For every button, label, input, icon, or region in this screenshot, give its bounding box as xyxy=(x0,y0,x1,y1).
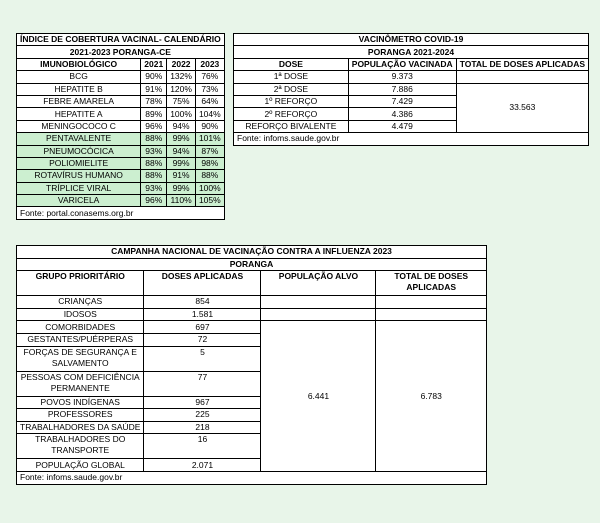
dose-value: 9.373 xyxy=(348,71,456,83)
header-dose: DOSE xyxy=(234,58,349,70)
cobertura-value: 88% xyxy=(141,157,167,169)
grupo-name: CRIANÇAS xyxy=(17,296,144,309)
header-2022: 2022 xyxy=(167,58,196,70)
cobertura-value: 78% xyxy=(141,95,167,107)
table2-title-2: PORANGA 2021-2024 xyxy=(234,46,589,58)
table1-row xyxy=(17,170,225,182)
cobertura-value: 93% xyxy=(141,145,167,157)
cobertura-value: 88% xyxy=(141,133,167,145)
covid-total-doses: 33.563 xyxy=(456,83,588,133)
table3-title-1: CAMPANHA NACIONAL DE VACINAÇÃO CONTRA A INFLUENZA 2023 xyxy=(17,246,487,259)
cobertura-value: 100% xyxy=(195,182,224,194)
cobertura-value: 91% xyxy=(167,170,196,182)
dose-value: 4.479 xyxy=(348,120,456,132)
grupo-doses: 218 xyxy=(144,421,261,434)
table1-row xyxy=(17,108,225,120)
cobertura-value: 90% xyxy=(141,71,167,83)
vacinometro-covid-table xyxy=(233,33,589,146)
cobertura-value: 99% xyxy=(167,157,196,169)
cobertura-value: 64% xyxy=(195,95,224,107)
populacao-alvo-value: 6.441 xyxy=(261,321,376,472)
imunobiologico-name: ROTAVÍRUS HUMANO xyxy=(17,170,141,182)
dose-value: 7.429 xyxy=(348,95,456,107)
table1-row xyxy=(17,157,225,169)
table1-row xyxy=(17,71,225,83)
grupo-name: PROFESSORES xyxy=(17,409,144,422)
table1-title-2: 2021-2023 PORANGA-CE xyxy=(17,46,225,58)
grupo-doses: 16 xyxy=(144,434,261,459)
imunobiologico-name: PENTAVALENTE xyxy=(17,133,141,145)
table1-row xyxy=(17,182,225,194)
cobertura-value: 94% xyxy=(167,145,196,157)
cobertura-value: 120% xyxy=(167,83,196,95)
grupo-name: POVOS INDÍGENAS xyxy=(17,396,144,409)
grupo-name: PESSOAS COM DEFICIÊNCIA PERMANENTE xyxy=(17,371,144,396)
grupo-name: TRABALHADORES DA SAÚDE xyxy=(17,421,144,434)
table3-title-2: PORANGA xyxy=(17,258,487,271)
grupo-doses: 225 xyxy=(144,409,261,422)
table1-row xyxy=(17,120,225,132)
grupo-doses: 854 xyxy=(144,296,261,309)
cobertura-value: 91% xyxy=(141,83,167,95)
table1-row xyxy=(17,83,225,95)
dose-name: 1ª DOSE xyxy=(234,71,349,83)
table2-title-1: VACINÔMETRO COVID-19 xyxy=(234,34,589,46)
cobertura-vacinal-table xyxy=(16,33,225,220)
cobertura-value: 110% xyxy=(167,195,196,207)
cobertura-value: 99% xyxy=(167,182,196,194)
header-2021: 2021 xyxy=(141,58,167,70)
empty-cell xyxy=(376,296,487,309)
grupo-name: GESTANTES/PUÉRPERAS xyxy=(17,333,144,346)
header-total-doses-aplicadas: TOTAL DE DOSES APLICADAS xyxy=(376,271,487,296)
header-doses-aplicadas: DOSES APLICADAS xyxy=(144,271,261,296)
influenza-campaign-table xyxy=(16,245,487,485)
grupo-name: COMORBIDADES xyxy=(17,321,144,334)
cobertura-value: 89% xyxy=(141,108,167,120)
imunobiologico-name: VARICELA xyxy=(17,195,141,207)
grupo-doses: 697 xyxy=(144,321,261,334)
grupo-doses: 5 xyxy=(144,346,261,371)
table3-source: Fonte: infoms.saude.gov.br xyxy=(17,471,487,484)
cobertura-value: 90% xyxy=(195,120,224,132)
empty-cell xyxy=(261,296,376,309)
empty-cell xyxy=(261,308,376,321)
cobertura-value: 96% xyxy=(141,120,167,132)
grupo-doses: 2.071 xyxy=(144,459,261,472)
cobertura-value: 132% xyxy=(167,71,196,83)
dose-total-empty xyxy=(456,71,588,83)
header-imunobiologico: IMUNOBIOLÓGICO xyxy=(17,58,141,70)
table1-source: Fonte: portal.conasems.org.br xyxy=(17,207,225,219)
dose-name: REFORÇO BIVALENTE xyxy=(234,120,349,132)
cobertura-value: 87% xyxy=(195,145,224,157)
grupo-doses: 1.581 xyxy=(144,308,261,321)
dose-name: 2ª DOSE xyxy=(234,83,349,95)
grupo-name: IDOSOS xyxy=(17,308,144,321)
table1-title-1: ÍNDICE DE COBERTURA VACINAL- CALENDÁRIO xyxy=(17,34,225,46)
imunobiologico-name: PNEUMOCÓCICA xyxy=(17,145,141,157)
grupo-name: FORÇAS DE SEGURANÇA E SALVAMENTO xyxy=(17,346,144,371)
cobertura-value: 98% xyxy=(195,157,224,169)
table1-row xyxy=(17,145,225,157)
cobertura-value: 73% xyxy=(195,83,224,95)
cobertura-value: 76% xyxy=(195,71,224,83)
header-grupo-prioritario: GRUPO PRIORITÁRIO xyxy=(17,271,144,296)
dose-name: 2º REFORÇO xyxy=(234,108,349,120)
dose-name: 1º REFORÇO xyxy=(234,95,349,107)
grupo-doses: 967 xyxy=(144,396,261,409)
imunobiologico-name: FEBRE AMARELA xyxy=(17,95,141,107)
cobertura-value: 93% xyxy=(141,182,167,194)
cobertura-value: 99% xyxy=(167,133,196,145)
cobertura-value: 96% xyxy=(141,195,167,207)
influenza-total-doses: 6.783 xyxy=(376,321,487,472)
cobertura-value: 105% xyxy=(195,195,224,207)
table2-source: Fonte: infoms.saude.gov.br xyxy=(234,133,589,145)
grupo-doses: 72 xyxy=(144,333,261,346)
dose-value: 4.386 xyxy=(348,108,456,120)
empty-cell xyxy=(376,308,487,321)
cobertura-value: 94% xyxy=(167,120,196,132)
cobertura-value: 88% xyxy=(141,170,167,182)
imunobiologico-name: TRÍPLICE VIRAL xyxy=(17,182,141,194)
dose-value: 7.886 xyxy=(348,83,456,95)
cobertura-value: 104% xyxy=(195,108,224,120)
imunobiologico-name: BCG xyxy=(17,71,141,83)
grupo-doses: 77 xyxy=(144,371,261,396)
cobertura-value: 101% xyxy=(195,133,224,145)
cobertura-value: 88% xyxy=(195,170,224,182)
table1-row xyxy=(17,95,225,107)
imunobiologico-name: MENINGOCOCO C xyxy=(17,120,141,132)
header-total-doses: TOTAL DE DOSES APLICADAS xyxy=(456,58,588,70)
header-2023: 2023 xyxy=(195,58,224,70)
grupo-name: TRABALHADORES DO TRANSPORTE xyxy=(17,434,144,459)
header-populacao-vacinada: POPULAÇÃO VACINADA xyxy=(348,58,456,70)
imunobiologico-name: POLIOMIELITE xyxy=(17,157,141,169)
table1-row xyxy=(17,133,225,145)
imunobiologico-name: HEPATITE B xyxy=(17,83,141,95)
header-populacao-alvo: POPULAÇÃO ALVO xyxy=(261,271,376,296)
table1-row xyxy=(17,195,225,207)
cobertura-value: 75% xyxy=(167,95,196,107)
cobertura-value: 100% xyxy=(167,108,196,120)
grupo-name: POPULAÇÃO GLOBAL xyxy=(17,459,144,472)
imunobiologico-name: HEPATITE A xyxy=(17,108,141,120)
